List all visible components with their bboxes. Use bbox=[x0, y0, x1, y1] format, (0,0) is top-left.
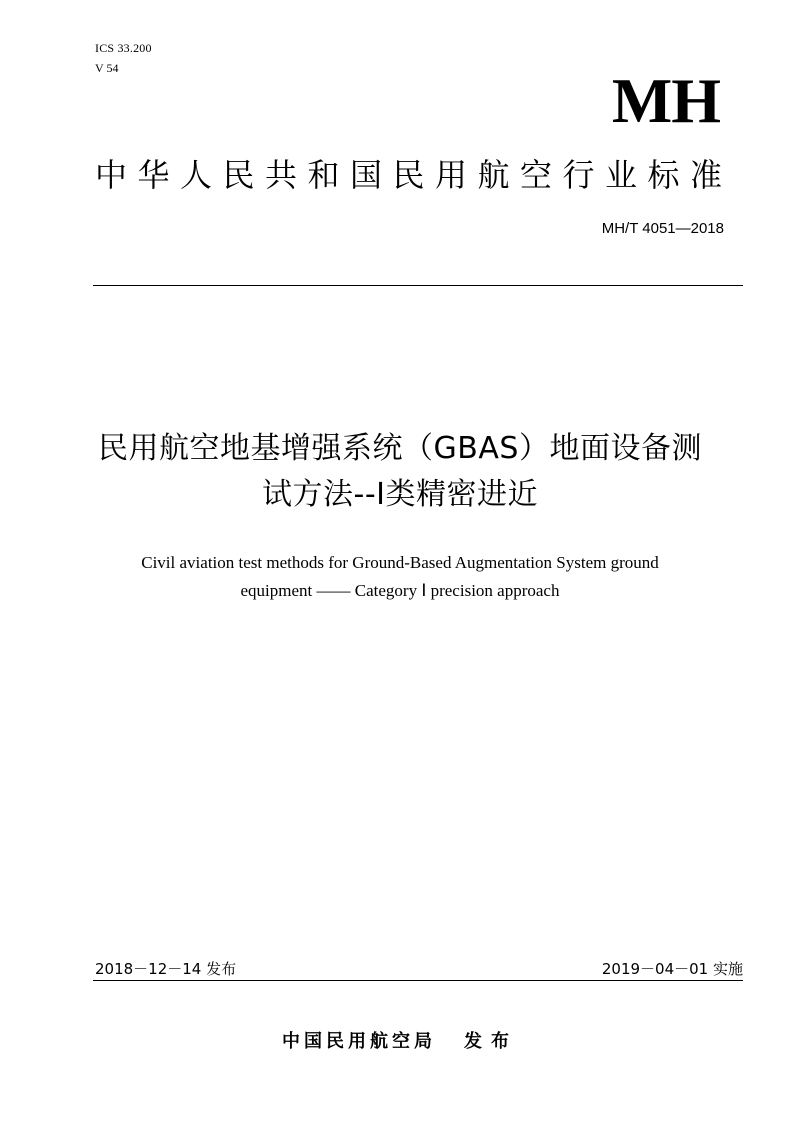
mh-logo: MH bbox=[611, 65, 720, 136]
header-divider bbox=[93, 285, 743, 286]
document-title-chinese-line-2: 试方法--Ⅰ类精密进近 bbox=[262, 477, 538, 512]
effective-date: 2019－04－01 实施 bbox=[601, 960, 743, 978]
ccs-code: V 54 bbox=[95, 61, 119, 75]
standard-category-title: 中华人民共和国民用航空行业标准 bbox=[95, 156, 733, 194]
issuer-action: 发布 bbox=[464, 1031, 518, 1052]
standard-number: MH/T 4051—2018 bbox=[601, 220, 724, 237]
document-title-english-line-1: Civil aviation test methods for Ground-Based Augmentation System ground bbox=[141, 553, 659, 572]
issuer-line bbox=[0, 1028, 800, 1056]
document-title-chinese-line-1: 民用航空地基增强系统（GBAS）地面设备测 bbox=[98, 431, 702, 466]
document-title-chinese bbox=[40, 426, 760, 518]
issue-date: 2018－12－14 发布 bbox=[95, 960, 237, 978]
document-title-english-line-2: equipment —— Category Ⅰ precision approach bbox=[240, 581, 560, 600]
date-row bbox=[93, 958, 743, 981]
issuer-organization: 中国民用航空局 bbox=[282, 1031, 436, 1052]
document-title-english bbox=[80, 549, 720, 605]
ics-code: ICS 33.200 bbox=[95, 41, 152, 55]
